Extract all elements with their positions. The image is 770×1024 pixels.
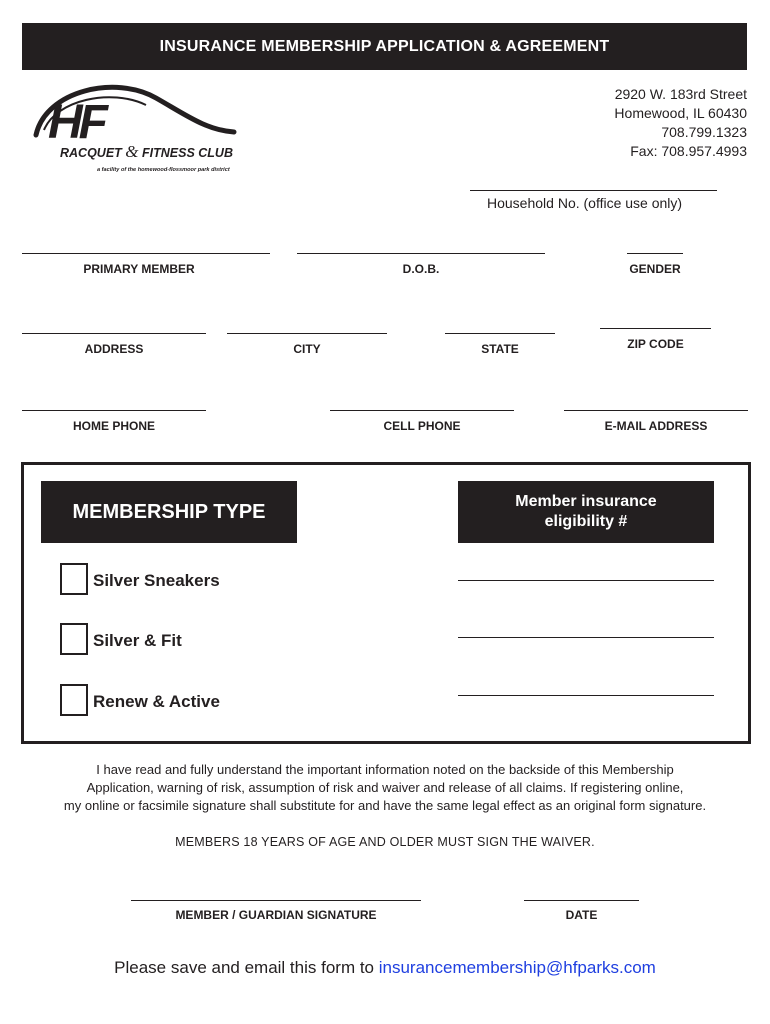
dob-field[interactable] — [297, 253, 545, 254]
address-phone: 708.799.1323 — [661, 124, 747, 140]
logo-initials: HF — [48, 96, 104, 149]
logo-graphic — [26, 80, 246, 175]
city-field[interactable] — [227, 333, 387, 334]
email-label: E-MAIL ADDRESS — [604, 419, 708, 433]
cell-phone-field[interactable] — [330, 410, 514, 411]
primary-member-field[interactable] — [22, 253, 270, 254]
address-label: ADDRESS — [84, 342, 144, 356]
home-phone-label: HOME PHONE — [72, 419, 155, 433]
primary-member-label: PRIMARY MEMBER — [83, 262, 195, 276]
date-label: DATE — [565, 908, 598, 922]
signature-label: MEMBER / GUARDIAN SIGNATURE — [175, 908, 377, 922]
renew-active-checkbox[interactable] — [60, 684, 88, 716]
agreement-paragraph — [20, 761, 750, 815]
date-field[interactable] — [524, 900, 639, 901]
form-title: INSURANCE MEMBERSHIP APPLICATION & AGREEMENT — [159, 37, 610, 55]
gender-field[interactable] — [627, 253, 683, 254]
home-phone-field[interactable] — [22, 410, 206, 411]
address-field[interactable] — [22, 333, 206, 334]
state-field[interactable] — [445, 333, 555, 334]
silver-fit-label: Silver & Fit — [93, 631, 182, 650]
agreement-line-2: Application, warning of risk, assumption of risk and waiver and release of all claims. If registering online, — [86, 780, 684, 795]
gender-label: GENDER — [629, 262, 681, 276]
address-city: Homewood, IL 60430 — [614, 105, 747, 121]
zip-field[interactable] — [600, 328, 711, 329]
logo-name-amp: & — [125, 142, 139, 161]
membership-type-heading — [41, 481, 297, 543]
address-street: 2920 W. 183rd Street — [614, 86, 747, 102]
cell-phone-label: CELL PHONE — [383, 419, 461, 433]
eligibility-heading-line1: Member insurance — [515, 493, 657, 510]
address-fax: Fax: 708.957.4993 — [630, 143, 747, 159]
silver-sneakers-eligibility-field[interactable] — [458, 580, 714, 581]
logo-name-part2: FITNESS CLUB — [142, 146, 233, 160]
silver-fit-eligibility-field[interactable] — [458, 637, 714, 638]
footer-prefix: Please save and email this form to — [114, 958, 379, 977]
logo-name-part1: RACQUET — [60, 146, 122, 160]
silver-sneakers-label: Silver Sneakers — [93, 571, 220, 590]
footer-note — [0, 958, 770, 978]
eligibility-heading — [458, 481, 714, 543]
renew-active-eligibility-field[interactable] — [458, 695, 714, 696]
silver-fit-checkbox[interactable] — [60, 623, 88, 655]
eligibility-heading-line2: eligibility # — [544, 513, 628, 530]
city-label: CITY — [293, 342, 321, 356]
dob-label: D.O.B. — [402, 262, 440, 276]
membership-type-heading-text: MEMBERSHIP TYPE — [72, 500, 266, 523]
form-title-bar — [22, 23, 747, 70]
club-logo — [26, 80, 246, 175]
renew-active-label: Renew & Active — [93, 692, 220, 711]
household-field-line[interactable] — [470, 190, 717, 191]
age-waiver-note: MEMBERS 18 YEARS OF AGE AND OLDER MUST SIGN THE WAIVER. — [175, 835, 595, 849]
email-field[interactable] — [564, 410, 748, 411]
agreement-line-3: my online or facsimile signature shall substitute for and have the same legal effect as an original form signature. — [63, 798, 707, 813]
logo-tagline: a facility of the homewood-flossmoor park district — [97, 167, 230, 173]
state-label: STATE — [481, 342, 519, 356]
zip-label: ZIP CODE — [627, 337, 684, 351]
silver-sneakers-checkbox[interactable] — [60, 563, 88, 595]
signature-field[interactable] — [131, 900, 421, 901]
contact-email-link[interactable]: insurancemembership@hfparks.com — [378, 958, 656, 977]
agreement-line-1: I have read and fully understand the important information noted on the backside of this Membership — [96, 762, 674, 777]
club-address — [614, 85, 747, 161]
household-label: Household No. (office use only) — [487, 195, 683, 211]
